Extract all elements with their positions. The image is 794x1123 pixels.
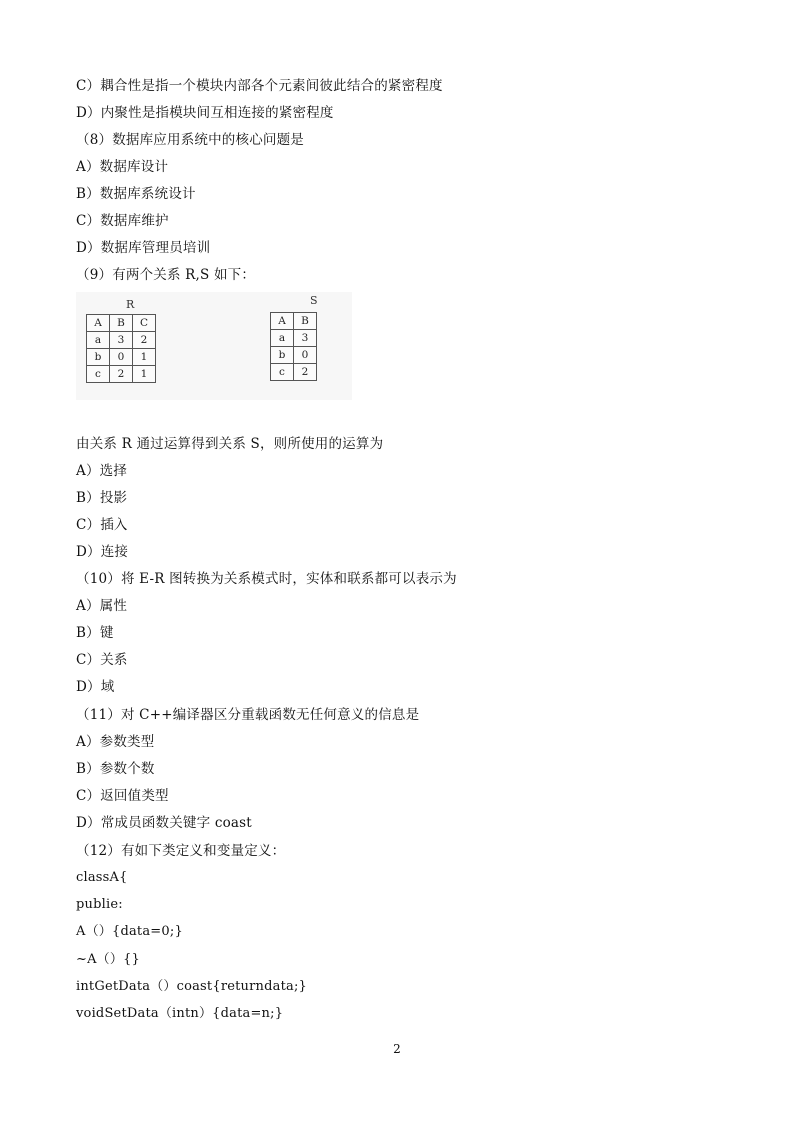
- option-c-coupling: C）耦合性是指一个模块内部各个元素间彼此结合的紧密程度: [76, 78, 443, 94]
- q11-option-c: C）返回值类型: [76, 788, 169, 804]
- q10-option-b: B）键: [76, 625, 114, 641]
- relation-r-title: R: [126, 298, 135, 311]
- code-line: voidSetData（intn）{data=n;}: [76, 1006, 284, 1021]
- table-cell: C: [133, 315, 156, 332]
- q8-option-b: B）数据库系统设计: [76, 186, 196, 202]
- code-line: publie:: [76, 897, 123, 912]
- q9-option-b: B）投影: [76, 490, 128, 506]
- table-cell: 1: [133, 349, 156, 366]
- question-8: （8）数据库应用系统中的核心问题是: [76, 132, 304, 148]
- question-12: （12）有如下类定义和变量定义：: [76, 843, 286, 859]
- relations-figure: [76, 292, 352, 400]
- q11-option-d: D）常成员函数关键字 coast: [76, 815, 252, 831]
- table-cell: B: [294, 313, 317, 330]
- question-9: （9）有两个关系 R,S 如下：: [76, 267, 256, 283]
- table-cell: A: [87, 315, 110, 332]
- q11-option-b: B）参数个数: [76, 761, 155, 777]
- question-11: （11）对 C++编译器区分重载函数无任何意义的信息是: [76, 707, 420, 723]
- q11-option-a: A）参数类型: [76, 734, 155, 750]
- q8-option-a: A）数据库设计: [76, 159, 169, 175]
- table-cell: 0: [110, 349, 133, 366]
- table-cell: 1: [133, 366, 156, 383]
- table-cell: A: [271, 313, 294, 330]
- table-cell: 0: [294, 347, 317, 364]
- table-cell: 3: [110, 332, 133, 349]
- table-cell: 2: [294, 364, 317, 381]
- table-cell: 3: [294, 330, 317, 347]
- q9-option-c: C）插入: [76, 517, 128, 533]
- question-9-prompt: 由关系 R 通过运算得到关系 S，则所使用的运算为: [76, 436, 384, 452]
- table-cell: a: [271, 330, 294, 347]
- relation-s-title: S: [310, 294, 318, 307]
- table-cell: B: [110, 315, 133, 332]
- q8-option-c: C）数据库维护: [76, 213, 169, 229]
- q9-option-a: A）选择: [76, 463, 128, 479]
- table-cell: 2: [133, 332, 156, 349]
- q10-option-d: D）域: [76, 679, 115, 695]
- q10-option-c: C）关系: [76, 652, 128, 668]
- relation-s-table: [270, 312, 317, 381]
- table-cell: b: [271, 347, 294, 364]
- table-cell: c: [87, 366, 110, 383]
- q8-option-d: D）数据库管理员培训: [76, 240, 211, 256]
- page-number: 2: [393, 1042, 401, 1056]
- code-line: classA{: [76, 870, 128, 885]
- table-cell: a: [87, 332, 110, 349]
- table-cell: c: [271, 364, 294, 381]
- code-line: A（）{data=0;}: [76, 924, 183, 939]
- option-d-cohesion: D）内聚性是指模块间互相连接的紧密程度: [76, 105, 334, 121]
- q10-option-a: A）属性: [76, 598, 128, 614]
- table-cell: 2: [110, 366, 133, 383]
- relation-r-table: [86, 314, 156, 383]
- code-line: intGetData（）coast{returndata;}: [76, 979, 308, 994]
- question-10: （10）将 E-R 图转换为关系模式时，实体和联系都可以表示为: [76, 571, 457, 587]
- table-cell: b: [87, 349, 110, 366]
- code-line: ~A（）{}: [76, 952, 141, 967]
- q9-option-d: D）连接: [76, 544, 129, 560]
